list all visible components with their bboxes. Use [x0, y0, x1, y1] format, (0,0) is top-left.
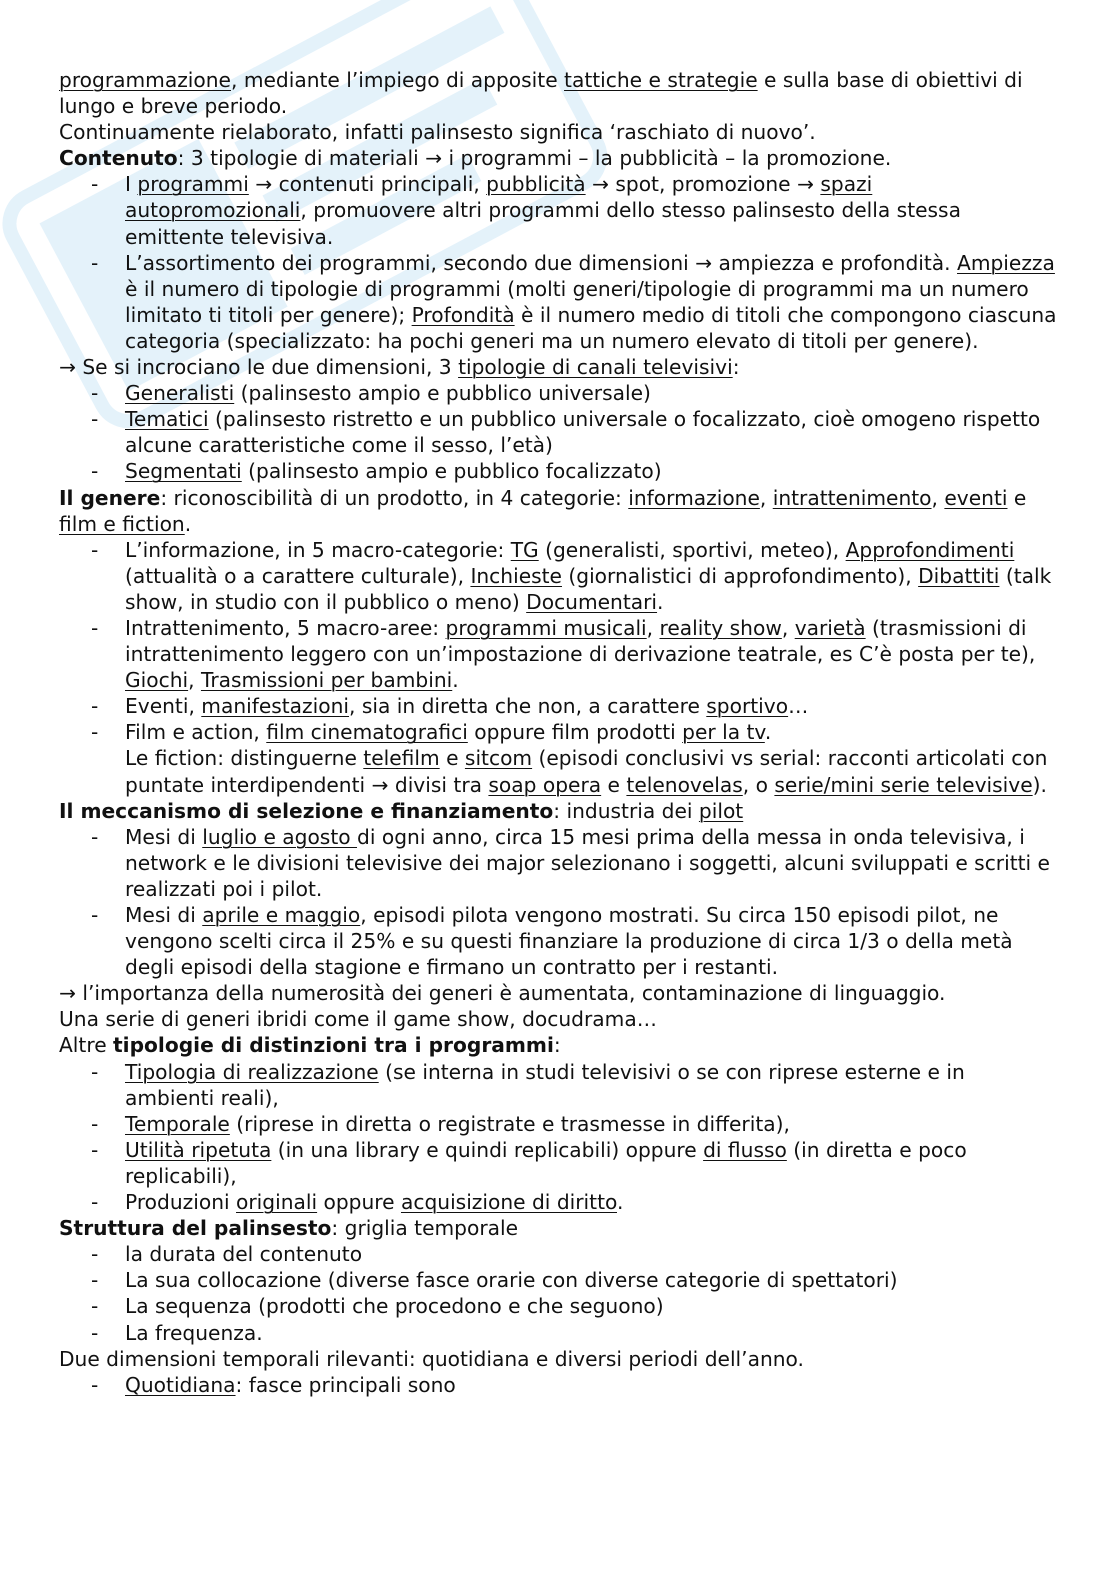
bold-heading: tipologie di distinzioni tra i programmi — [113, 1033, 554, 1058]
underlined-term: Quotidiana — [125, 1372, 236, 1397]
text-run: ). — [1032, 772, 1047, 797]
bullet-dash: - — [91, 903, 99, 927]
bullet-dash: - — [91, 537, 99, 562]
text-run: , o — [742, 772, 775, 797]
underlined-term: tipologie di canali televisivi — [458, 355, 733, 380]
paragraph — [59, 1032, 1059, 1058]
paragraph — [59, 1215, 1059, 1241]
bullet-dash: - — [91, 407, 99, 432]
bullet-item — [59, 171, 1059, 249]
text-run: , — [646, 615, 660, 640]
paragraph — [59, 1006, 1059, 1032]
paragraph — [59, 798, 1059, 824]
text-run: , sia in diretta che non, a carattere — [349, 694, 707, 719]
document-body — [59, 67, 1059, 1398]
text-run: : 3 tipologie di materiali → i programmi – la pubblicità – la promozione. — [177, 146, 892, 171]
text-run: è il numero medio di titoli che compongono ciascuna categoria (specializzato: ha pochi generi ma un numero elevato di titoli per genere). — [125, 302, 1057, 353]
text-run: : riconoscibilità di un prodotto, in 4 categorie: — [160, 485, 629, 510]
text-run: (riprese in diretta o registrate e trasmesse in differita), — [229, 1111, 790, 1136]
text-run: Due dimensioni temporali rilevanti: quotidiana e diversi periodi dell’anno. — [59, 1346, 804, 1371]
underlined-term: luglio e agosto — [202, 824, 358, 849]
text-run: La sua collocazione (diverse fasce orarie con diverse categorie di spettatori) — [125, 1268, 898, 1293]
text-run: la durata del contenuto — [125, 1242, 363, 1267]
text-run: Intrattenimento, 5 macro-aree: — [125, 615, 446, 640]
paragraph — [59, 67, 1059, 119]
text-run: , episodi pilota vengono mostrati. Su circa 150 episodi pilot, ne vengono scelti circa il 25% e su questi finanziare la produzione di circa 1/3 o della metà degli episodi della stagione e firmano un contratto per i restanti. — [125, 903, 1013, 980]
text-run: Altre — [59, 1033, 114, 1058]
bullet-item — [59, 693, 1059, 719]
underlined-term: pilot — [698, 798, 744, 823]
text-run: : industria dei — [553, 798, 699, 823]
underlined-term: Temporale — [125, 1111, 230, 1136]
underlined-term: programmi musicali — [445, 615, 647, 640]
bullet-item — [59, 1372, 1059, 1398]
text-run: Mesi di — [125, 824, 203, 849]
underlined-term: originali — [236, 1190, 318, 1215]
underlined-term: programmazione — [59, 68, 231, 92]
text-run: Film e action, — [125, 720, 267, 745]
underlined-term: acquisizione di diritto — [400, 1190, 617, 1215]
bullet-item — [59, 1059, 1059, 1111]
underlined-term: Inchieste — [470, 563, 562, 588]
text-run: . — [452, 668, 459, 693]
bullet-dash: - — [91, 172, 99, 197]
underlined-term: soap opera — [488, 772, 602, 797]
text-run: . — [184, 511, 192, 536]
text-run: L’informazione, in 5 macro-categorie: — [125, 537, 511, 562]
paragraph — [59, 354, 1059, 380]
text-run: oppure film prodotti — [467, 720, 683, 745]
text-run: : fasce principali sono — [235, 1372, 456, 1397]
underlined-term: intrattenimento — [772, 485, 932, 510]
underlined-term: aprile e maggio — [202, 903, 361, 927]
underlined-term: reality show — [659, 615, 782, 640]
text-run: I — [125, 172, 138, 197]
text-run: → spot, promozione → — [585, 172, 821, 197]
text-run: (generalisti, sportivi, meteo), — [538, 537, 846, 562]
bullet-item — [59, 250, 1059, 354]
text-run: (attualità o a carattere culturale), — [125, 563, 471, 588]
text-run: (palinsesto ampio e pubblico focalizzato) — [241, 459, 662, 484]
bullet-item — [59, 1267, 1059, 1293]
bullet-item — [59, 537, 1059, 615]
text-run: La sequenza (prodotti che procedono e che seguono) — [125, 1294, 664, 1319]
text-run: e sulla base di obiettivi di lungo e breve periodo. — [59, 68, 1023, 119]
text-run: → l’importanza della numerosità dei generi è aumentata, contaminazione di linguaggio. — [59, 981, 946, 1006]
text-run: … — [788, 694, 809, 719]
text-run: (giornalistici di approfondimento), — [561, 563, 919, 588]
text-run: (in diretta e poco replicabili), — [125, 1137, 967, 1188]
underlined-term: Segmentati — [125, 459, 242, 484]
bullet-item — [59, 1293, 1059, 1319]
bullet-dash: - — [91, 1242, 99, 1267]
bullet-dash: - — [91, 1137, 99, 1162]
text-run: La frequenza. — [125, 1320, 263, 1345]
bullet-item — [59, 719, 1059, 797]
underlined-term: tattiche e strategie — [564, 68, 758, 92]
text-run: (se interna in studi televisivi o se con riprese esterne e in ambienti reali), — [125, 1059, 965, 1110]
bullet-dash: - — [91, 824, 99, 849]
text-run: , — [188, 668, 201, 693]
text-run: , mediante l’impiego di apposite — [230, 68, 565, 92]
text-run: e — [1007, 485, 1027, 510]
underlined-term: Trasmissioni per bambini — [200, 668, 453, 693]
bold-heading: Il genere — [59, 485, 161, 510]
text-run: (trasmissioni di intrattenimento leggero con un’impostazione di derivazione teatrale, es C’è posta per te), — [125, 615, 1036, 667]
underlined-term: Profondità — [411, 302, 515, 327]
text-run: Eventi, — [125, 694, 202, 719]
bullet-item — [59, 902, 1059, 980]
bullet-dash: - — [91, 1059, 99, 1084]
text-run: . — [657, 589, 664, 614]
bullet-item — [59, 615, 1059, 693]
text-run: , — [759, 485, 773, 510]
underlined-term: film e fiction — [59, 511, 185, 536]
bullet-item — [59, 458, 1059, 484]
underlined-term: Tipologia di realizzazione — [125, 1059, 379, 1084]
text-run: , — [781, 615, 795, 640]
bullet-dash: - — [91, 381, 99, 406]
underlined-term: telefilm — [363, 746, 440, 771]
underlined-term: programmi — [137, 172, 249, 197]
underlined-term: pubblicità — [486, 172, 586, 197]
underlined-term: Ampiezza — [957, 250, 1055, 275]
bullet-dash: - — [91, 615, 99, 640]
bullet-dash: - — [91, 1268, 99, 1293]
text-run: , promuovere altri programmi dello stesso palinsesto della stessa emittente televisiva. — [125, 198, 961, 249]
paragraph — [59, 1346, 1059, 1372]
underlined-term: film cinematografici — [266, 720, 468, 745]
underlined-term: telenovelas — [626, 772, 743, 797]
bullet-item — [59, 406, 1059, 458]
underlined-term: serie/mini serie televisive — [774, 772, 1033, 797]
underlined-term: TG — [510, 537, 539, 562]
underlined-term: Giochi — [125, 668, 189, 693]
underlined-term: di flusso — [703, 1137, 787, 1162]
underlined-term: Tematici — [125, 407, 209, 432]
underlined-term: Utilità ripetuta — [125, 1137, 272, 1162]
text-run: è il numero di tipologie di programmi (molti generi/tipologie di programmi ma un numero limitato ti titoli per genere); — [125, 276, 1029, 327]
bullet-dash: - — [91, 1372, 99, 1397]
text-run: Mesi di — [125, 903, 203, 927]
paragraph — [59, 119, 1059, 145]
text-run: . — [617, 1190, 624, 1215]
text-run: (talk show, in studio con il pubblico o meno) — [125, 563, 1052, 614]
underlined-term: Documentari — [526, 589, 658, 614]
bullet-dash: - — [91, 720, 99, 745]
paragraph — [59, 485, 1059, 537]
bullet-dash: - — [91, 1320, 99, 1345]
text-run: (in una library e quindi replicabili) oppure — [271, 1137, 704, 1162]
text-run: → contenuti principali, — [248, 172, 487, 197]
text-run: Le fiction: distinguerne — [125, 746, 364, 771]
text-run: Continuamente rielaborato, infatti palinsesto significa ‘raschiato di nuovo’. — [59, 120, 816, 145]
paragraph — [59, 980, 1059, 1006]
underlined-term: sportivo — [706, 694, 789, 719]
bullet-dash: - — [91, 459, 99, 484]
text-run: di ogni anno, circa 15 mesi prima della messa in onda televisiva, i network e le divisioni televisive dei major selezionano i soggetti, alcuni sviluppati e scritti e realizzati poi i pilot. — [125, 824, 1050, 901]
bold-heading: Contenuto — [59, 146, 178, 171]
underlined-term: varietà — [794, 615, 866, 640]
underlined-term: Approfondimenti — [845, 537, 1015, 562]
text-run: (episodi conclusivi vs serial: racconti articolati con puntate interdipendenti → divisi tra — [125, 746, 1048, 797]
bullet-item — [59, 1189, 1059, 1215]
text-run: Una serie di generi ibridi come il game show, docudrama… — [59, 1007, 657, 1032]
text-run: L’assortimento dei programmi, secondo due dimensioni → ampiezza e profondità. — [125, 250, 958, 275]
text-run: , — [931, 485, 945, 510]
underlined-term: sitcom — [464, 746, 533, 771]
underlined-term: informazione — [628, 485, 760, 510]
bullet-item — [59, 1137, 1059, 1189]
bullet-dash: - — [91, 1190, 99, 1215]
text-run: : — [732, 355, 740, 380]
underlined-term: Dibattiti — [918, 563, 1000, 588]
text-run: . — [764, 720, 772, 745]
underlined-term: per la tv — [682, 720, 765, 745]
bullet-item — [59, 1111, 1059, 1137]
bullet-dash: - — [91, 1294, 99, 1319]
bullet-dash: - — [91, 250, 99, 275]
bullet-dash: - — [91, 1111, 99, 1136]
bold-heading: Struttura del palinsesto — [59, 1216, 332, 1241]
underlined-term: manifestazioni — [201, 694, 350, 719]
text-run: Produzioni — [125, 1190, 237, 1215]
text-run: e — [601, 772, 627, 797]
bullet-dash: - — [91, 694, 99, 719]
text-run: (palinsesto ristretto e un pubblico universale o focalizzato, cioè omogeno rispetto alcune caratteristiche come il sesso, l’età) — [125, 407, 1041, 458]
bullet-item — [59, 1241, 1059, 1267]
text-run: oppure — [317, 1190, 401, 1215]
text-run: e — [439, 746, 465, 771]
text-run: : griglia temporale — [331, 1216, 519, 1241]
text-run: → Se si incrociano le due dimensioni, 3 — [59, 355, 459, 380]
bold-heading: Il meccanismo di selezione e finanziamento — [59, 798, 554, 823]
bullet-item — [59, 824, 1059, 902]
paragraph — [59, 145, 1059, 171]
underlined-term: eventi — [944, 485, 1008, 510]
bullet-item — [59, 380, 1059, 406]
text-run: (palinsesto ampio e pubblico universale) — [234, 381, 651, 406]
text-run: : — [553, 1033, 561, 1058]
underlined-term: spazi autopromozionali — [125, 172, 873, 223]
bullet-item — [59, 1320, 1059, 1346]
underlined-term: Generalisti — [125, 381, 235, 406]
